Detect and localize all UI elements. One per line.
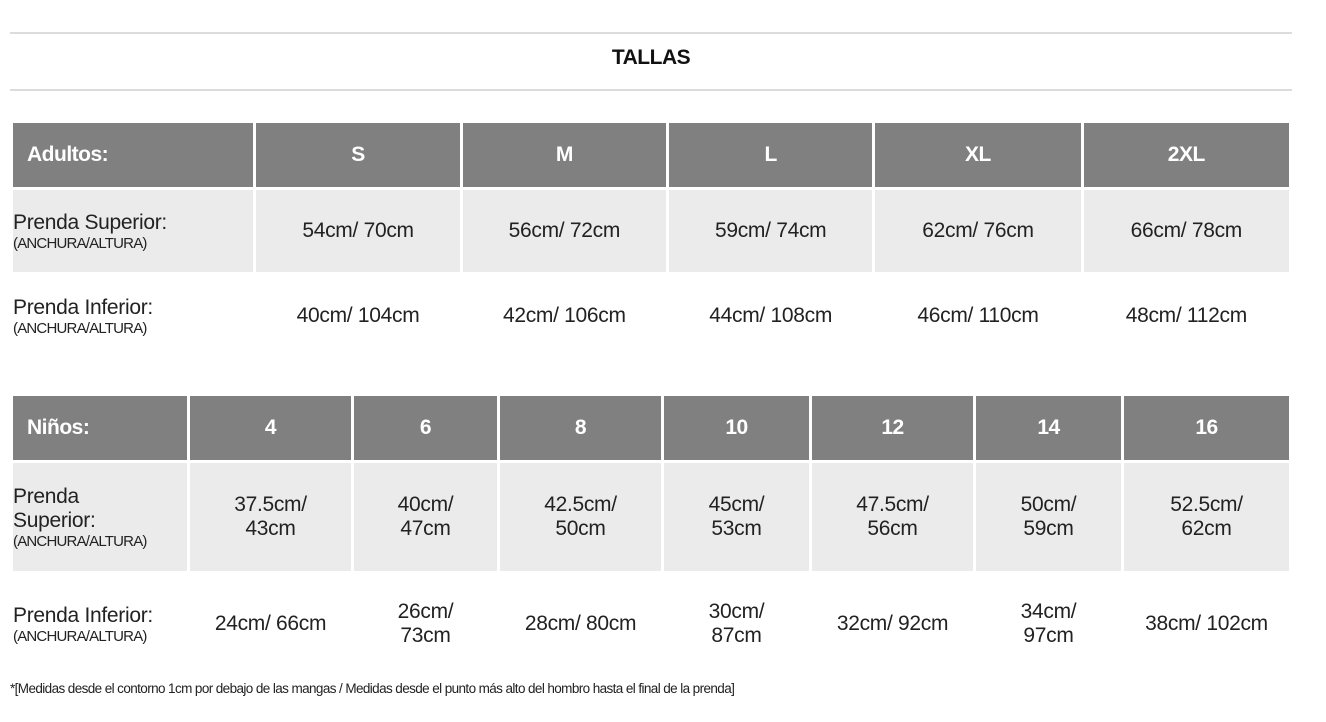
kids-header-row — [13, 396, 1289, 460]
table-row — [13, 275, 1289, 357]
size-header: 12 — [812, 396, 973, 460]
row-label-main: Prenda Superior: — [13, 484, 96, 532]
table-cell: 44cm/ 108cm — [709, 304, 833, 327]
size-header: L — [669, 123, 872, 187]
table-cell: 26cm/ 73cm — [397, 600, 454, 647]
size-header: 4 — [190, 396, 351, 460]
table-cell: 40cm/ 104cm — [296, 304, 420, 327]
footnote: *[Medidas desde el contorno 1cm por debajo de las mangas / Medidas desde el punto más alto del hombro hasta el final de la prenda] — [10, 681, 735, 696]
row-label-main: Prenda Inferior: — [13, 603, 153, 627]
title-bottom-rule — [10, 89, 1292, 91]
row-label-sub: (ANCHURA/ALTURA) — [13, 627, 147, 645]
table-cell: 42.5cm/ 50cm — [500, 463, 661, 571]
row-label-sub: (ANCHURA/ALTURA) — [13, 234, 147, 252]
table-cell: 66cm/ 78cm — [1084, 190, 1289, 272]
top-rule — [10, 32, 1292, 34]
table-cell: 46cm/ 110cm — [917, 304, 1039, 327]
table-row — [13, 574, 1289, 674]
size-header: 6 — [354, 396, 497, 460]
table-cell: 45cm/ 53cm — [664, 463, 809, 571]
adults-header-label: Adultos: — [13, 123, 253, 187]
table-cell: 50cm/ 59cm — [976, 463, 1121, 571]
table-cell: 42cm/ 106cm — [502, 304, 626, 327]
kids-size-table — [10, 393, 1292, 677]
table-row — [13, 463, 1289, 571]
size-header: 14 — [976, 396, 1121, 460]
table-cell: 62cm/ 76cm — [875, 190, 1080, 272]
size-header: XL — [875, 123, 1080, 187]
kids-header-label: Niños: — [13, 396, 187, 460]
size-header: 10 — [664, 396, 809, 460]
adults-header-row — [13, 123, 1289, 187]
size-header: M — [463, 123, 666, 187]
table-cell: 40cm/ 47cm — [354, 463, 497, 571]
table-cell: 47.5cm/ 56cm — [812, 463, 973, 571]
table-cell: 28cm/ 80cm — [524, 612, 637, 635]
row-label-main: Prenda Superior: — [13, 210, 167, 234]
row-label — [13, 190, 253, 272]
table-cell: 48cm/ 112cm — [1125, 304, 1247, 327]
table-cell: 37.5cm/ 43cm — [190, 463, 351, 571]
table-cell: 32cm/ 92cm — [836, 612, 949, 635]
table-cell: 38cm/ 102cm — [1145, 612, 1268, 635]
row-label-main: Prenda Inferior: — [13, 295, 153, 319]
table-cell: 56cm/ 72cm — [463, 190, 666, 272]
row-label — [13, 574, 187, 674]
page-title: TALLAS — [611, 46, 691, 69]
row-label — [13, 275, 253, 357]
size-header: 16 — [1124, 396, 1289, 460]
adults-size-table — [10, 120, 1292, 360]
table-row — [13, 190, 1289, 272]
table-cell: 30cm/ 87cm — [708, 600, 765, 647]
row-label-sub: (ANCHURA/ALTURA) — [13, 319, 147, 337]
size-header: S — [256, 123, 459, 187]
table-cell: 54cm/ 70cm — [256, 190, 459, 272]
row-label-sub: (ANCHURA/ALTURA) — [13, 532, 147, 550]
table-cell: 59cm/ 74cm — [669, 190, 872, 272]
table-cell: 52.5cm/ 62cm — [1124, 463, 1289, 571]
row-label — [13, 463, 187, 571]
size-header: 2XL — [1084, 123, 1289, 187]
size-header: 8 — [500, 396, 661, 460]
table-cell: 24cm/ 66cm — [214, 612, 327, 635]
table-cell: 34cm/ 97cm — [1020, 600, 1077, 647]
